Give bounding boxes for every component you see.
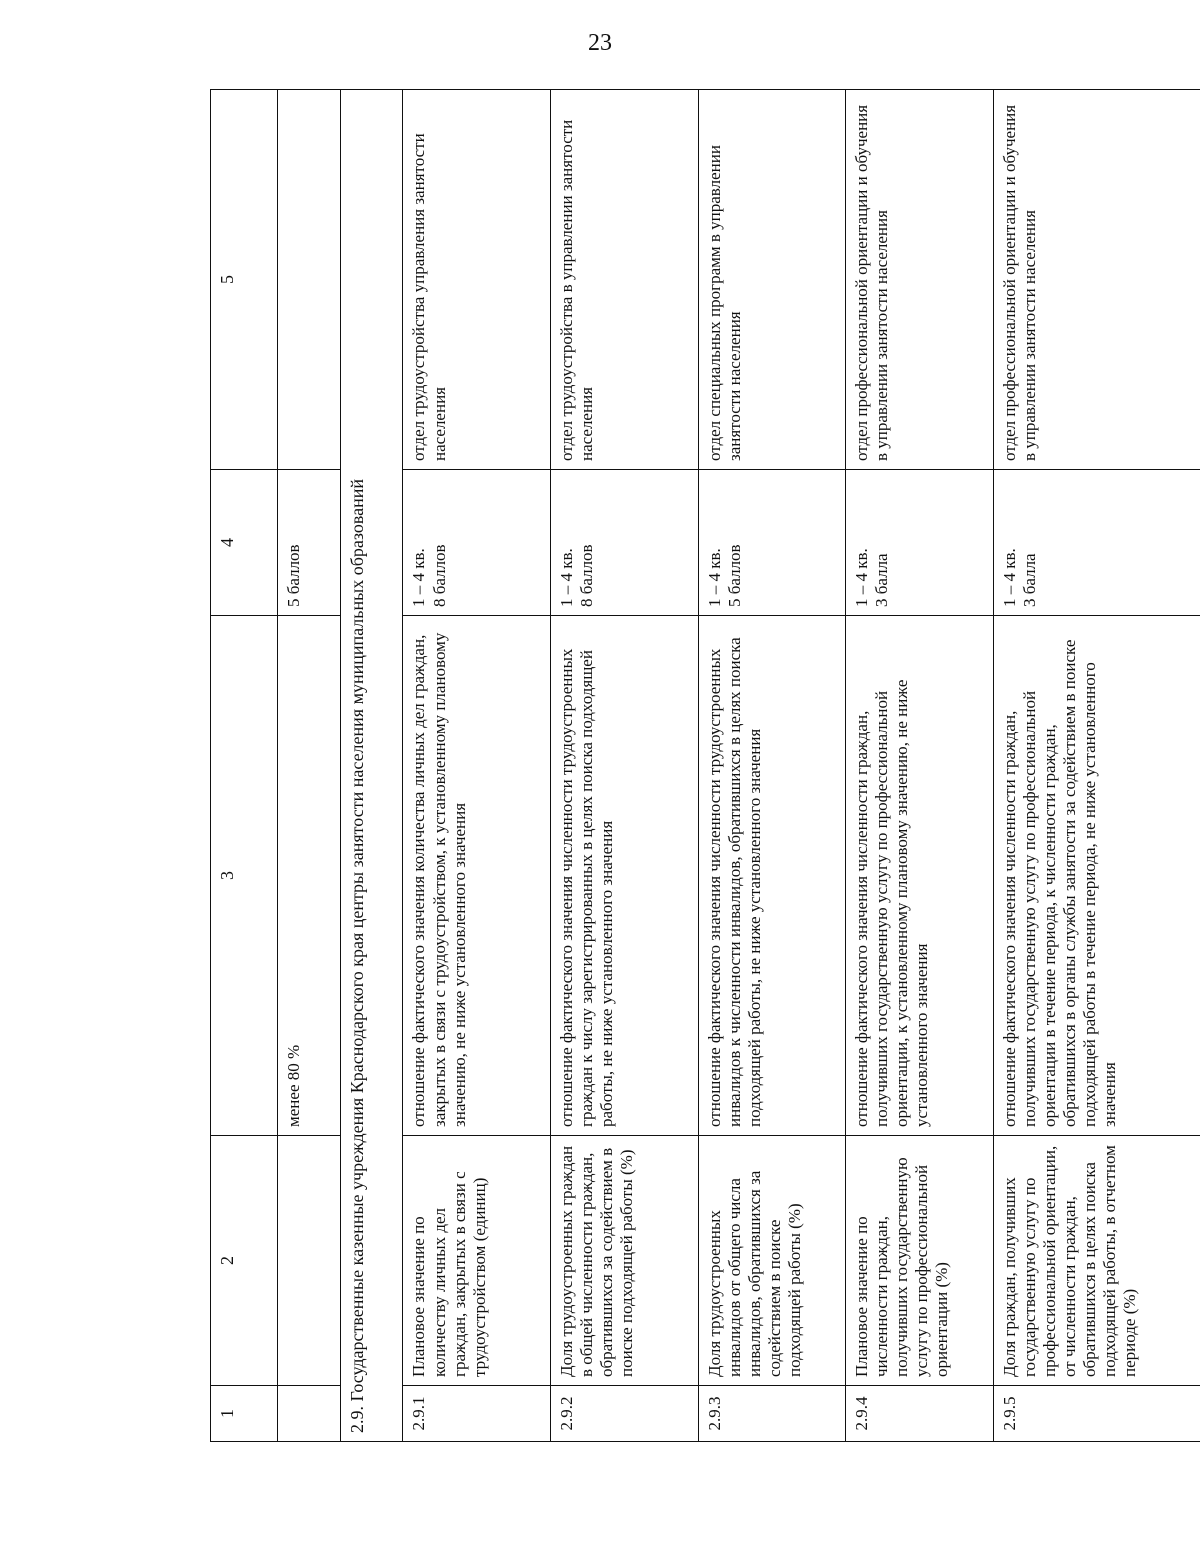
header-col-3: 3 <box>211 616 278 1136</box>
continuation-cell-2 <box>278 1136 341 1386</box>
table-row <box>698 90 846 1442</box>
row-index: 2.9.4 <box>846 1386 994 1442</box>
score: 8 баллов <box>429 544 449 607</box>
period: 1 – 4 кв. <box>409 548 429 607</box>
row-index: 2.9.3 <box>698 1386 846 1442</box>
period: 1 – 4 кв. <box>852 548 872 607</box>
header-col-4: 4 <box>211 470 278 616</box>
header-col-2: 2 <box>211 1136 278 1386</box>
indicator-cell: Доля трудоустроенных инвалидов от общего числа инвалидов, обратившихся за содействием в поиске подходящей работы (%) <box>698 1136 846 1386</box>
period: 1 – 4 кв. <box>999 548 1019 607</box>
continuation-score: 5 баллов <box>278 470 341 616</box>
responsible-cell: отдел специальных программ в управлении занятости населения <box>698 90 846 470</box>
period-score-cell <box>551 470 699 616</box>
continuation-row <box>278 90 341 1442</box>
indicator-cell: Плановое значение по численности граждан, получивших государственную услугу по профессиональной ориентации (%) <box>846 1136 994 1386</box>
page-number: 23 <box>588 30 612 56</box>
row-index: 2.9.2 <box>551 1386 699 1442</box>
row-index: 2.9.1 <box>403 1386 551 1442</box>
continuation-cell-1 <box>278 1386 341 1442</box>
period-score-cell <box>698 470 846 616</box>
table-header-row <box>211 90 278 1442</box>
score: 8 баллов <box>577 544 597 607</box>
responsible-cell: отдел трудоустройства управления занятости населения <box>403 90 551 470</box>
period: 1 – 4 кв. <box>704 548 724 607</box>
method-cell: отношение фактического значения количества личных дел граждан, закрытых в связи с трудоустройством, к установленному плановому значению, не ниже установленного значения <box>403 616 551 1136</box>
responsible-cell: отдел профессиональной ориентации и обучения в управлении занятости населения <box>993 90 1200 470</box>
period-score-cell <box>993 470 1200 616</box>
row-index: 2.9.5 <box>993 1386 1200 1442</box>
method-cell: отношение фактического значения численности трудоустроенных граждан к числу зарегистрированных в целях поиска подходящей работы, не ниже установленного значения <box>551 616 699 1136</box>
continuation-cell-5 <box>278 90 341 470</box>
score: 3 балла <box>872 553 892 607</box>
indicator-cell: Доля трудоустроенных граждан в общей численности граждан, обратившихся за содействием в поиске подходящей работы (%) <box>551 1136 699 1386</box>
score: 5 баллов <box>724 544 744 607</box>
continuation-threshold: менее 80 % <box>278 616 341 1136</box>
table-row <box>551 90 699 1442</box>
table-row <box>846 90 994 1442</box>
criteria-table <box>210 89 1200 1442</box>
section-row <box>340 90 403 1442</box>
period-score-cell <box>846 470 994 616</box>
period-score-cell <box>403 470 551 616</box>
section-title: 2.9. Государственные казенные учреждения Краснодарского края центры занятости населения муниципальных образований <box>340 90 403 1442</box>
rotated-table-area <box>210 90 1200 1433</box>
table-row <box>403 90 551 1442</box>
header-col-1: 1 <box>211 1386 278 1442</box>
responsible-cell: отдел профессиональной ориентации и обучения в управлении занятости населения <box>846 90 994 470</box>
responsible-cell: отдел трудоустройства в управлении занятости населения <box>551 90 699 470</box>
period: 1 – 4 кв. <box>557 548 577 607</box>
table-row <box>993 90 1200 1442</box>
indicator-cell: Доля граждан, получивших государственную услугу по профессиональной ориентации, от численности граждан, обратившихся в целях поиска подходящей работы, в отчетном периоде (%) <box>993 1136 1200 1386</box>
method-cell: отношение фактического значения численности трудоустроенных инвалидов к численности инвалидов, обратившихся в целях поиска подходящей работы, не ниже установленного значения <box>698 616 846 1136</box>
indicator-cell: Плановое значение по количеству личных дел граждан, закрытых в связи с трудоустройством (единиц) <box>403 1136 551 1386</box>
method-cell: отношение фактического значения численности граждан, получивших государственную услугу по профессиональной ориентации, к установленному плановому значению, не ниже установленного значения <box>846 616 994 1136</box>
method-cell: отношение фактического значения численности граждан, получивших государственную услугу по профессиональной ориентации в течение периода, к численности граждан, обратившихся в органы службы занятости за содействием в поиске подходящей работы в течение периода, не ниже установленного значения <box>993 616 1200 1136</box>
rotated-table-container <box>210 90 1200 1442</box>
score: 3 балла <box>1019 553 1039 607</box>
header-col-5: 5 <box>211 90 278 470</box>
